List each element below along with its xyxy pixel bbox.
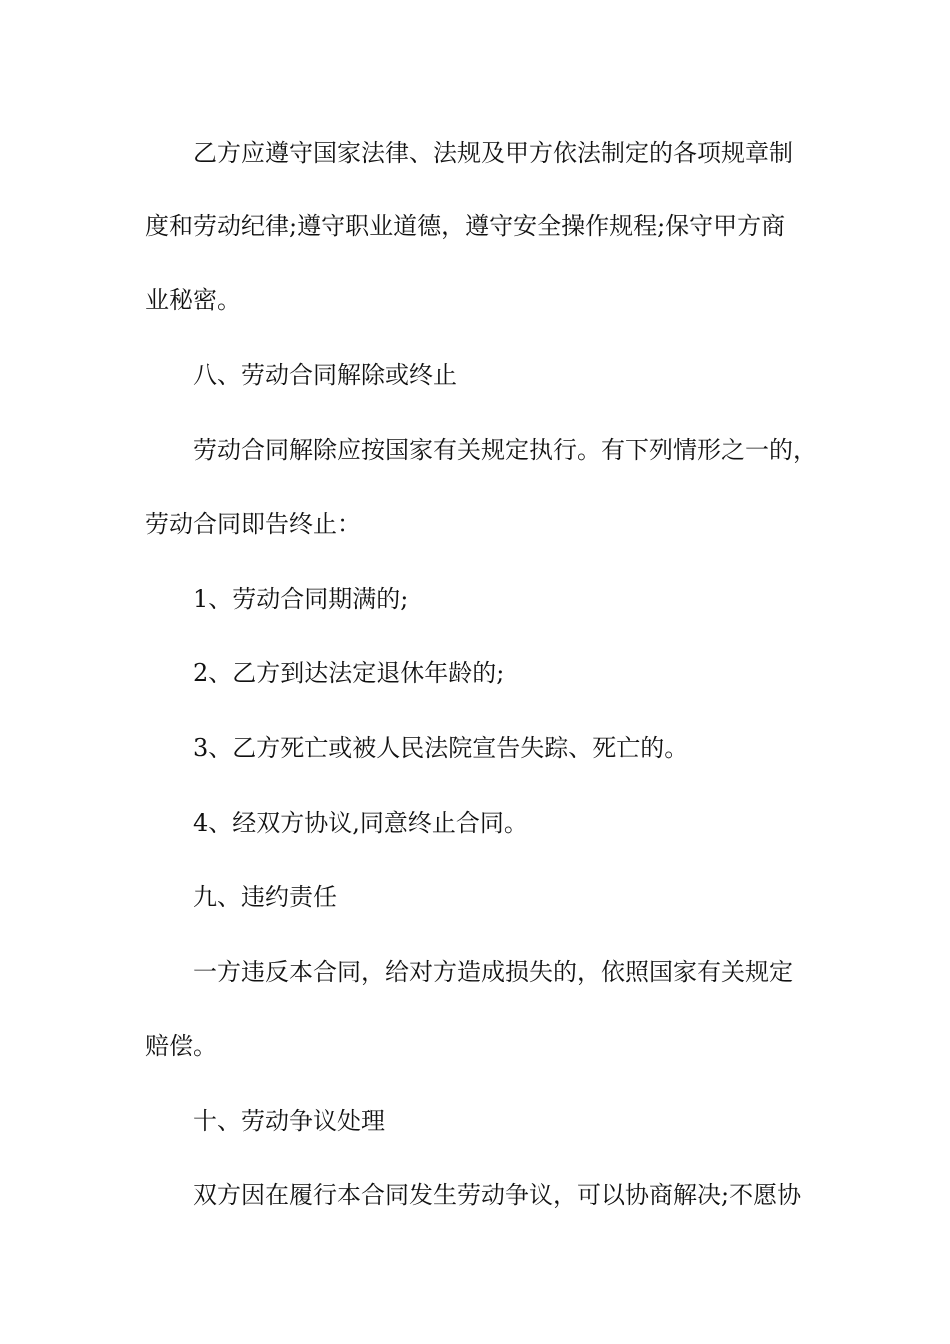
section-heading: 八、劳动合同解除或终止: [193, 361, 457, 389]
section-heading: 十、劳动争议处理: [193, 1107, 385, 1135]
paragraph-line: 劳动合同即告终止：: [145, 510, 361, 538]
paragraph-line: 业秘密。: [145, 286, 241, 314]
list-item: 3、乙方死亡或被人民法院宣告失踪、死亡的。: [193, 734, 689, 762]
list-item: 2、乙方到达法定退休年龄的;: [193, 659, 505, 687]
paragraph-line: 赔偿。: [145, 1032, 217, 1060]
paragraph-line: 乙方应遵守国家法律、法规及甲方依法制定的各项规章制: [193, 139, 793, 167]
list-item: 1、劳动合同期满的;: [193, 585, 409, 613]
paragraph-line: 劳动合同解除应按国家有关规定执行。有下列情形之一的，: [193, 436, 817, 464]
paragraph-line: 度和劳动纪律;遵守职业道德，遵守安全操作规程;保守甲方商: [145, 212, 786, 240]
paragraph-line: 一方违反本合同，给对方造成损失的，依照国家有关规定: [193, 958, 793, 986]
list-item: 4、经双方协议,同意终止合同。: [193, 809, 528, 837]
paragraph-line: 双方因在履行本合同发生劳动争议，可以协商解决;不愿协: [193, 1181, 802, 1209]
section-heading: 九、违约责任: [193, 883, 337, 911]
